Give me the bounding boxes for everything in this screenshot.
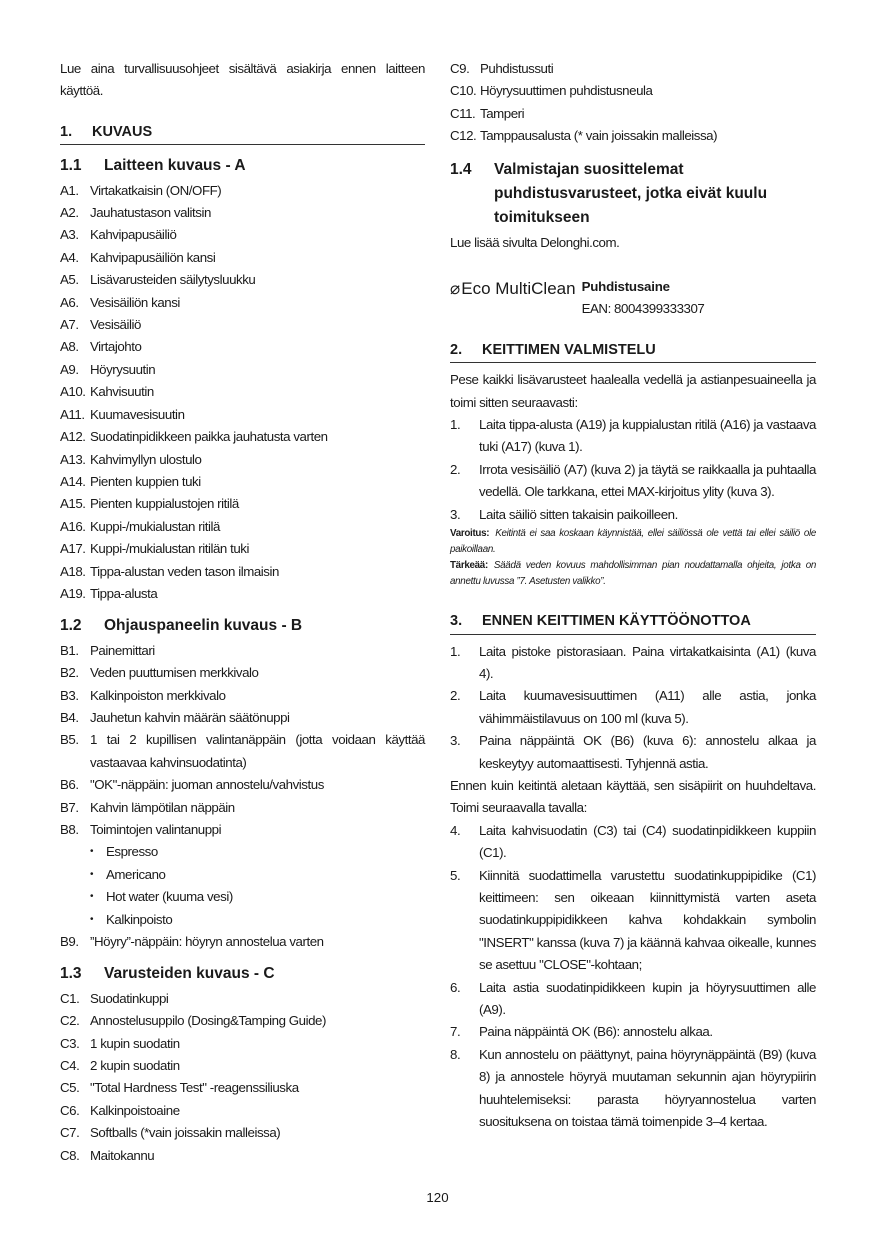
section-title: ENNEN KEITTIMEN KÄYTTÖÖNOTTOA [482, 613, 751, 630]
subsection-number: 1.4 [450, 160, 472, 178]
leaf-icon: ⌀ [450, 279, 461, 299]
list-item: B4. Jauhetun kahvin määrän säätönuppi [60, 709, 290, 725]
list-item: 7. Paina näppäintä OK (B6): annostelu alkaa. [450, 1024, 713, 1040]
list-item: A5. Lisävarusteiden säilytysluukku [60, 272, 256, 288]
list-item: A4. Kahvipapusäiliön kansi [60, 249, 216, 265]
section-number: 2. [450, 341, 463, 358]
section-1-heading [60, 121, 425, 145]
list-a [60, 180, 425, 606]
section-2-steps [450, 414, 816, 526]
bullet-icon: • [90, 891, 94, 903]
section-number: 3. [450, 613, 463, 630]
subsection-1-3-heading [60, 963, 425, 985]
list-item: A7. Vesisäiliö [60, 317, 141, 333]
product-info [450, 276, 816, 321]
list-item: A14. Pienten kuppien tuki [60, 473, 201, 489]
list-item: A17. Kuppi-/mukialustan ritilän tuki [60, 541, 249, 557]
list-item: 2. Laita kuumavesisuuttimen (A11) alle astia, jonka vähimmäistilavuus on 100 ml (kuva 5). [450, 688, 816, 726]
list-item: B7. Kahvin lämpötilan näppäin [60, 799, 235, 815]
list-item: A12. Suodatinpidikkeen paikka jauhatusta varten [60, 429, 328, 445]
section-title: KUVAUS [92, 123, 153, 140]
list-item: A15. Pienten kuppialustojen ritilä [60, 496, 239, 512]
list-item: B2. Veden puuttumisen merkkivalo [60, 665, 259, 681]
list-item: • Americano [90, 864, 425, 886]
list-item: C6. Kalkinpoistoaine [60, 1102, 180, 1118]
subsection-1-4-heading [450, 158, 816, 230]
list-item: 6. Laita astia suodatinpidikkeen kupin ja höyrysuuttimen alle (A9). [450, 979, 816, 1017]
bullet-icon: • [90, 846, 94, 858]
list-c-left [60, 988, 425, 1167]
list-item: A9. Höyrysuutin [60, 361, 156, 377]
product-name: Puhdistusaine [581, 279, 670, 295]
list-item: 4. Laita kahvisuodatin (C3) tai (C4) suodatinpidikkeen kuppiin (C1). [450, 822, 816, 861]
section-3-mid-text: Ennen kuin keitintä aletaan käyttää, sen sisäpiirit on huuhdeltava. Toimi seuraavalla tavalla: [450, 777, 816, 816]
list-item: C2. Annostelusuppilo (Dosing&Tamping Guide) [60, 1013, 326, 1029]
section-3-steps-b [450, 820, 816, 1134]
page-number: 120 [426, 1190, 449, 1205]
list-item: • Espresso [90, 841, 425, 863]
list-item: • Hot water (kuuma vesi) [90, 886, 425, 908]
list-item: 3. Paina näppäintä OK (B6) (kuva 6): annostelu alkaa ja keskeytyy automaattisesti. Tyhjennä astia. [450, 733, 816, 771]
right-column [450, 58, 816, 1133]
list-item: C5. "Total Hardness Test" -reagenssiliuska [60, 1080, 299, 1096]
list-item: A13. Kahvimyllyn ulostulo [60, 451, 202, 467]
subsection-title: Varusteiden kuvaus - C [104, 965, 275, 983]
list-item: C11. Tamperi [450, 105, 525, 121]
subsection-1-4-text: Lue lisää sivulta Delonghi.com. [450, 234, 620, 250]
list-item: B3. Kalkinpoiston merkkivalo [60, 687, 226, 703]
subsection-title: Laitteen kuvaus - A [104, 157, 246, 175]
warning-note: Varoitus: Keitintä ei saa koskaan käynnistää, ellei säiliössä ole vettä tai ellei säiliö ole paikoillaan. [450, 528, 816, 556]
list-item: C12. Tamppausalusta (* vain joissakin malleissa) [450, 128, 718, 144]
list-item: 1. Laita tippa-alusta (A19) ja kuppialustan ritilä (A16) ja vastaava tuki (A17) (kuva 1). [450, 417, 816, 455]
list-item: 3. Laita säiliö sitten takaisin paikoilleen. [450, 506, 678, 522]
bullet-icon: • [90, 913, 94, 925]
list-b9 [60, 931, 425, 953]
important-note: Tärkeää: Säädä veden kovuus mahdollisimman pian noudattamalla ohjeita, jotka on annettu luvussa ”7. Asetusten valikko”. [450, 560, 816, 588]
list-item: C4. 2 kupin suodatin [60, 1058, 180, 1074]
list-item: C8. Maitokannu [60, 1147, 155, 1163]
subsection-1-2-heading [60, 615, 425, 637]
section-3-heading [450, 610, 816, 634]
list-item: • Kalkinpoisto [90, 909, 425, 931]
section-2-intro: Pese kaikki lisävarusteet haalealla vedellä ja astianpesuaineella ja toimi sitten seuraavasti: [450, 372, 816, 410]
list-item: A8. Virtajohto [60, 339, 142, 355]
list-item: C1. Suodatinkuppi [60, 990, 169, 1006]
section-title: KEITTIMEN VALMISTELU [482, 341, 656, 358]
left-column [60, 58, 425, 1167]
list-item: B1. Painemittari [60, 642, 155, 658]
subsection-number: 1.3 [60, 965, 82, 983]
section-2-heading [450, 339, 816, 363]
list-item: B5. 1 tai 2 kupillisen valintanäppäin (jotta voidaan käyttää vastaavaa kahvinsuodatinta) [60, 732, 425, 770]
list-item: A19. Tippa-alusta [60, 585, 158, 601]
list-item: 1. Laita pistoke pistorasiaan. Paina virtakatkaisinta (A1) (kuva 4). [450, 643, 816, 681]
list-item: 2. Irrota vesisäiliö (A7) (kuva 2) ja täytä se raikkaalla ja puhtaalla vedellä. Ole tarkkana, ettei MAX-kirjoitus ylity (kuva 3). [450, 461, 816, 500]
list-item: A16. Kuppi-/mukialustan ritilä [60, 518, 220, 534]
intro-text: Lue aina turvallisuusohjeet sisältävä asiakirja ennen laitteen käyttöä. [60, 61, 425, 99]
list-item: C3. 1 kupin suodatin [60, 1035, 180, 1051]
list-item: B9. ”Höyry”-näppäin: höyryn annostelua varten [60, 934, 324, 950]
list-b [60, 640, 425, 842]
subsection-number: 1.2 [60, 617, 82, 635]
bullet-icon: • [90, 868, 94, 880]
list-item: A6. Vesisäiliön kansi [60, 294, 180, 310]
list-item: 5. Kiinnitä suodattimella varustettu suodatinkuppipidike (C1) keittimeen: sen oikeaan kiinnittymistä varten aseta suodatinkuppipidikkeen kahva kohdakkain symbolin "INSERT" kanssa (kuva 7) ja käännä kahvaa oikealle, kunnes se asettuu "CLOSE"-kohtaan; [450, 867, 816, 973]
list-item: B8. Toimintojen valintanuppi [60, 822, 222, 837]
list-item: B6. "OK"-näppäin: juoman annostelu/vahvistus [60, 777, 324, 793]
list-item: A10. Kahvisuutin [60, 384, 154, 400]
list-item: A2. Jauhatustason valitsin [60, 205, 211, 221]
subsection-title: Ohjauspaneelin kuvaus - B [104, 617, 303, 635]
list-item: 8. Kun annostelu on päättynyt, paina höyrynäppäintä (B9) (kuva 8) ja annostele höyryä muutaman sekunnin ajan höyrypiirin huuhtelemiseksi: parasta höyryannostelua varten suosituksena on toistaa tämä toimenpide 3–4 kertaa. [450, 1046, 816, 1130]
eco-multiclean-logo: ⌀ Eco MultiClean [450, 278, 576, 300]
list-item: A3. Kahvipapusäiliö [60, 227, 177, 243]
list-item: C7. Softballs (*vain joissakin malleissa) [60, 1125, 281, 1141]
section-number: 1. [60, 123, 73, 140]
subsection-1-1-heading [60, 155, 425, 177]
subsection-number: 1.1 [60, 157, 82, 175]
list-item: A18. Tippa-alustan veden tason ilmaisin [60, 563, 279, 579]
subsection-title: Valmistajan suosittelemat puhdistusvarusteet, jotka eivät kuulu toimitukseen [494, 160, 768, 226]
list-item: A1. Virtakatkaisin (ON/OFF) [60, 182, 222, 198]
section-3-steps-a [450, 641, 816, 775]
b8-options [60, 841, 425, 931]
list-c-right [450, 58, 816, 148]
list-item: A11. Kuumavesisuutin [60, 406, 185, 422]
list-item: C10. Höyrysuuttimen puhdistusneula [450, 83, 653, 99]
product-ean: EAN: 8004399333307 [581, 301, 705, 317]
list-item: C9. Puhdistussuti [450, 61, 554, 76]
